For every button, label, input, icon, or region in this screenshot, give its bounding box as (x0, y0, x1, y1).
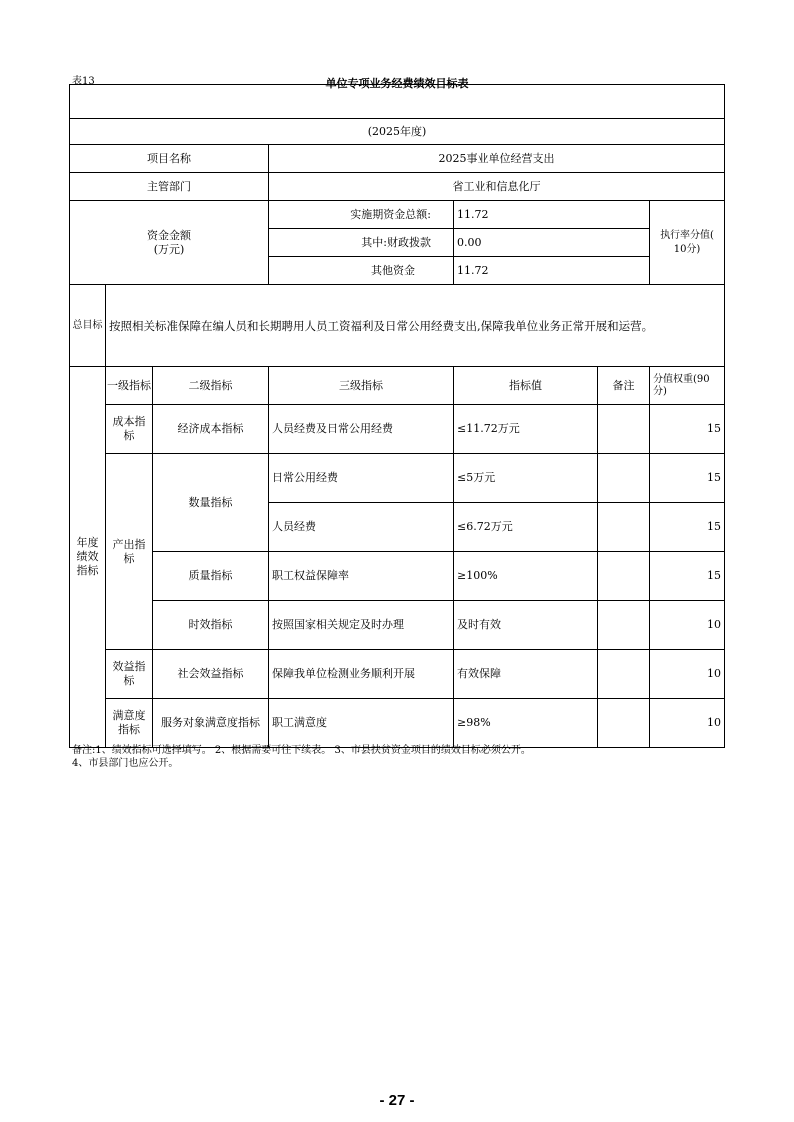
table-row-value: 及时有效 (454, 601, 598, 650)
table-row-note (598, 503, 650, 552)
level1-benefit: 效益指标 (106, 650, 153, 699)
header-level3: 三级指标 (269, 367, 454, 405)
table-row-value: ≥100% (454, 552, 598, 601)
funds-total-label: 实施期资金总额: (269, 201, 454, 229)
table-row-note (598, 699, 650, 748)
notes-line-1: 备注:1、绩效指标可选择填写。 2、根据需要可往下续表。 3、市县扶贫资金项目的绩效目标必须公开。 (72, 745, 531, 756)
notes-line-2: 4、市县部门也应公开。 (72, 758, 179, 769)
table-row-note (598, 552, 650, 601)
funds-total-value: 11.72 (454, 201, 650, 229)
table-row-note (598, 601, 650, 650)
dept-value: 省工业和信息化厅 (269, 173, 725, 201)
header-value: 指标值 (454, 367, 598, 405)
header-note: 备注 (598, 367, 650, 405)
table-label: 表13 (72, 76, 95, 87)
table-notes (72, 744, 662, 770)
table-row-weight: 15 (650, 503, 725, 552)
project-name-label: 项目名称 (70, 145, 269, 173)
table-row-l2: 服务对象满意度指标 (153, 699, 269, 748)
table-row-l3: 日常公用经费 (269, 454, 454, 503)
table-row-value: ≤5万元 (454, 454, 598, 503)
funds-fiscal-label: 其中:财政拨款 (269, 229, 454, 257)
table-row-value: ≥98% (454, 699, 598, 748)
funds-other-label: 其他资金 (269, 257, 454, 285)
table-row-weight: 10 (650, 650, 725, 699)
annual-indicators-label: 年度绩效指标 (70, 367, 106, 748)
overall-goal-text: 按照相关标准保障在编人员和长期聘用人员工资福利及日常公用经费支出,保障我单位业务正常开展和运营。 (106, 285, 725, 367)
dept-label: 主管部门 (70, 173, 269, 201)
page-number: - 27 - (379, 1092, 415, 1109)
table-row-l2: 经济成本指标 (153, 405, 269, 454)
table-row-weight: 15 (650, 405, 725, 454)
header-level2: 二级指标 (153, 367, 269, 405)
level1-output: 产出指标 (106, 454, 153, 650)
table-row-l3: 人员经费及日常公用经费 (269, 405, 454, 454)
table-row-note (598, 650, 650, 699)
project-name-value: 2025事业单位经营支出 (269, 145, 725, 173)
header-weight: 分值权重(90分) (650, 367, 725, 405)
table-row-l3: 保障我单位检测业务顺利开展 (269, 650, 454, 699)
year-row: (2025年度) (70, 119, 725, 145)
table-row-l2: 社会效益指标 (153, 650, 269, 699)
table-row-value: ≤6.72万元 (454, 503, 598, 552)
table-row-l3: 按照国家相关规定及时办理 (269, 601, 454, 650)
table-row-l2: 质量指标 (153, 552, 269, 601)
table-row-value: ≤11.72万元 (454, 405, 598, 454)
table-row-l3: 人员经费 (269, 503, 454, 552)
header-level1: 一级指标 (106, 367, 153, 405)
table-row-note (598, 454, 650, 503)
exec-rate-score: 执行率分值( 10分) (650, 201, 725, 285)
table-row-weight: 10 (650, 699, 725, 748)
table-row-note (598, 405, 650, 454)
table-row-weight: 15 (650, 552, 725, 601)
table-row-value: 有效保障 (454, 650, 598, 699)
level1-cost: 成本指标 (106, 405, 153, 454)
table-row-weight: 15 (650, 454, 725, 503)
overall-goal-label: 总目标 (70, 285, 106, 367)
table-row-weight: 10 (650, 601, 725, 650)
table-row-l3: 职工满意度 (269, 699, 454, 748)
funds-other-value: 11.72 (454, 257, 650, 285)
level1-satisfaction: 满意度指标 (106, 699, 153, 748)
funds-label: 资金金额 (万元) (70, 201, 269, 285)
table-row-l2: 时效指标 (153, 601, 269, 650)
funds-fiscal-value: 0.00 (454, 229, 650, 257)
table-title: 单位专项业务经费绩效目标表 (70, 85, 725, 119)
table-row-l3: 职工权益保障率 (269, 552, 454, 601)
table-row-l2: 数量指标 (153, 454, 269, 552)
